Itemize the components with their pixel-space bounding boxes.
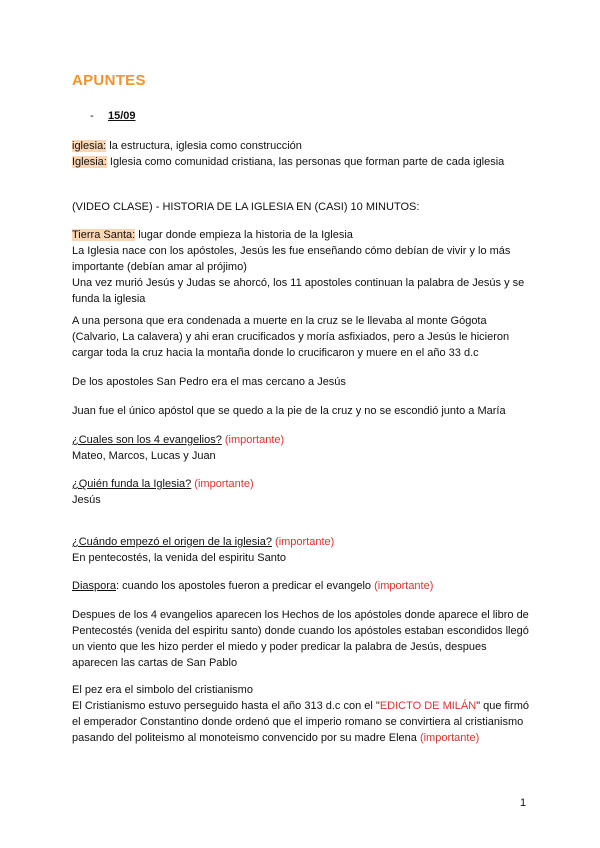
question-block: [72, 432, 532, 464]
date-line: [90, 110, 136, 122]
definition-term: Iglesia:: [72, 156, 107, 168]
edicto-text-before: El Cristianismo estuvo perseguido hasta el año 313 d.c con el ": [72, 700, 380, 712]
date-label: 15/09: [108, 110, 136, 122]
diaspora-text: : cuando los apostoles fueron a predicar el evangelo: [116, 580, 375, 592]
golgota-paragraph: A una persona que era condenada a muerte en la cruz se le llevaba al monte Gógota (Calvario, La calavera) y ahi eran crucificados y moría asfixiados, pero a Jesús le hicieron cargar toda la cruz hacia la montaña donde lo crucificaron y muere en el año 33 d.c: [72, 315, 510, 359]
juan-paragraph: Juan fue el único apóstol que se quedo a la pie de la cruz y no se escondió junto a María: [72, 405, 506, 417]
edicto-text-after: " que firmó el emperador Constantino donde ordenó que el imperio romano se convirtiera al cristianismo pasando del politeismo al monoteismo convencido por su madre Elena: [72, 700, 530, 744]
question-text: ¿Cuales son los 4 evangelios?: [72, 434, 222, 446]
video-heading: (VIDEO CLASE) - HISTORIA DE LA IGLESIA EN (CASI) 10 MINUTOS:: [72, 201, 420, 213]
hechos-paragraph: Despues de los 4 evangelios aparecen los Hechos de los apóstoles donde aparece el libro de Pentecostés (venida del espiritu santo) donde cuando los apóstoles estaban escondidos llegó un viento que les hizo perder el miedo y poder predicar la palabra de Jesús, despues aparecen las cartas de San Pablo: [72, 609, 529, 669]
answer-text: Jesús: [72, 494, 101, 506]
answer-text: En pentecostés, la venida del espiritu Santo: [72, 552, 287, 564]
question-text: ¿Cuándo empezó el origen de la iglesia?: [72, 536, 272, 548]
bullet-dash: -: [90, 110, 94, 122]
edicto-highlight: EDICTO DE MILÁN: [379, 700, 477, 712]
important-tag: (importante): [271, 536, 335, 548]
pez-line: El pez era el simbolo del cristianismo: [72, 684, 253, 696]
san-pedro-paragraph: De los apostoles San Pedro era el mas cercano a Jesús: [72, 376, 346, 388]
tierra-santa-line: Una vez murió Jesús y Judas se ahorcó, los 11 apostoles continuan la palabra de Jesús y se funda la iglesia: [72, 277, 525, 305]
tierra-santa-line: La Iglesia nace con los apóstoles, Jesús les fue enseñando cómo debían de vivir y lo más importante (debían amar al prójimo): [72, 245, 511, 273]
answer-text: Mateo, Marcos, Lucas y Juan: [72, 450, 216, 462]
definition-term: iglesia:: [72, 140, 107, 152]
definition-text: Iglesia como comunidad cristiana, las personas que forman parte de cada iglesia: [106, 156, 505, 168]
definition-text: la estructura, iglesia como construcción: [106, 140, 302, 152]
page-number: 1: [520, 797, 527, 809]
important-tag: (importante): [191, 478, 254, 490]
question-block: [72, 534, 532, 566]
tierra-santa-block: [72, 227, 532, 307]
diaspora-paragraph: [72, 578, 532, 594]
tierra-santa-term: Tierra Santa:: [72, 229, 136, 241]
edicto-block: [72, 682, 532, 746]
definitions-block: [72, 138, 532, 170]
diaspora-term: Diaspora: [72, 580, 117, 592]
important-tag: (importante): [374, 580, 434, 592]
tierra-santa-line: lugar donde empieza la historia de la Iglesia: [135, 229, 353, 241]
important-tag: (importante): [221, 434, 285, 446]
question-text: ¿Quién funda la Iglesia?: [72, 478, 192, 490]
important-tag: (importante): [419, 732, 480, 744]
question-block: [72, 476, 532, 508]
page-title: APUNTES: [72, 72, 146, 89]
